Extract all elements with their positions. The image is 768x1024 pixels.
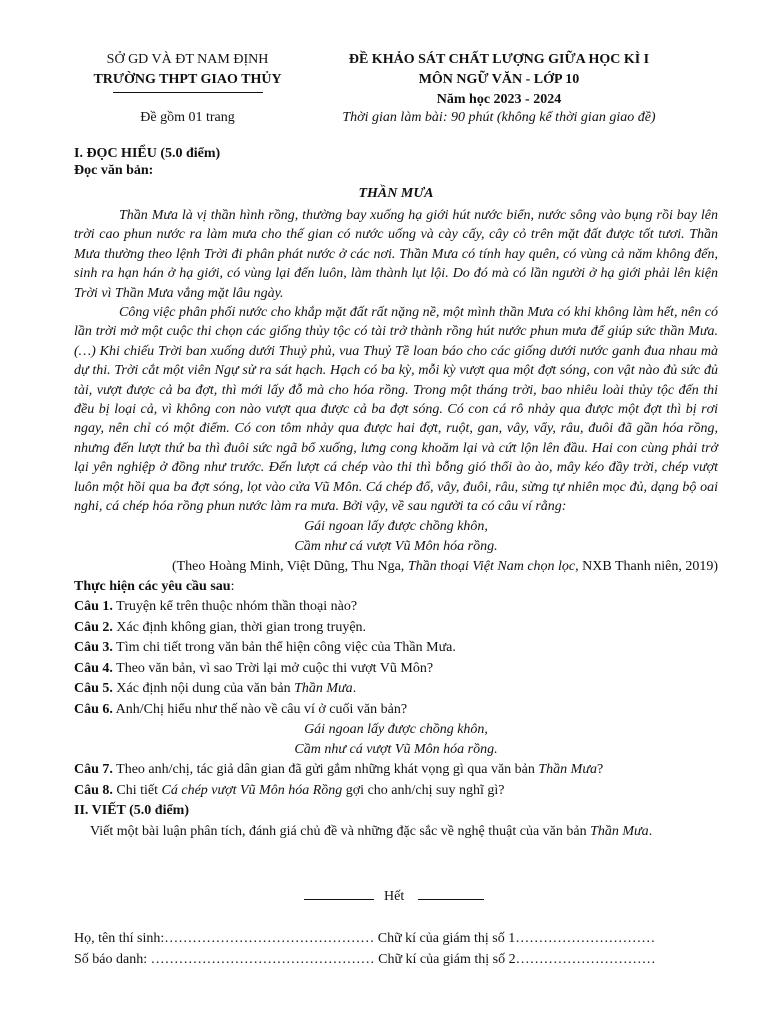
end-rule-right xyxy=(418,899,484,900)
school-year: Năm học 2023 - 2024 xyxy=(436,92,562,107)
tasks-label: Thực hiện các yêu cầu sau: xyxy=(74,578,235,594)
end-rule-left xyxy=(304,899,374,900)
candidate-name-line: Họ, tên thí sinh:……………………………………… Chữ kí của giám thị số 1………………………… xyxy=(74,931,656,946)
page-count: Đề gồm 01 trang xyxy=(140,110,235,125)
question-3: Câu 3. Tìm chi tiết trong văn bản thể hiện công việc của Thần Mưa. xyxy=(74,640,456,655)
question-7: Câu 7. Theo anh/chị, tác giả dân gian đã gửi gắm những khát vọng gì qua văn bản Thần Mưa? xyxy=(74,762,604,777)
section-writing-title: II. VIẾT (5.0 điểm) xyxy=(74,803,190,818)
poem-repeat-line-1: Gái ngoan lấy được chồng khôn, xyxy=(304,722,488,737)
question-6: Câu 6. Anh/Chị hiểu như thế nào về câu ví ở cuối văn bản? xyxy=(74,701,408,717)
poem-repeat-line-2: Cầm như cá vượt Vũ Môn hóa rồng. xyxy=(294,742,498,757)
question-2: Câu 2. Xác định không gian, thời gian trong truyện. xyxy=(74,619,367,635)
section-reading-title: I. ĐỌC HIỂU (5.0 điểm) xyxy=(74,146,221,161)
end-text: Hết xyxy=(384,889,405,904)
candidate-id-line: Số báo danh: ………………………………………… Chữ kí của giám thị số 2………………………… xyxy=(74,952,656,967)
story-paragraph-2: Công việc phân phối nước cho khắp mặt đất rất nặng nề, một mình thần Mưa có khi không làm hết, nên có lần trời mở một cuộc thi chọn các giống thủy tộc có tài trở thành rồng hút nước phun mưa để giúp sức thần Mưa. (…) Khi chiếu Trời ban xuống dưới Thuỷ phủ, vua Thuỷ Tề loan báo cho các giống dưới nước ganh đua nhau mà dự thi. Trời cắt một viên Ngự sử ra sát hạch. Hạch có ba kỳ, mỗi kỳ vượt qua một đợt sóng, con vật nào đủ sức đủ tài, vượt được cả ba đợt, thì mới lấy đỗ mà cho hóa rồng. Trong một tháng trời, bao nhiêu loài thủy tộc đến thi đều bị loại cả, vì không con nào vượt qua được cả ba đợt sóng. Có con cá rô nhảy qua được một đợt thì bị rơi ngay, nên chỉ có một điểm. Có con tôm nhảy qua được hai đợt, ruột, gan, vây, vẩy, râu, đuôi đã gần hóa rồng, nhưng đến lượt thứ ba thì đuôi sức ngã bổ xuống, lưng cong khoăm lại và cứt lộn lên đầu. Hai con cùng phải trở lại yên nghiệp ở đồng như trước. Đến lượt cá chép vào thi thì bỗng gió thổi ào ào, mây kéo đầy trời, chép vượt luôn một hồi qua ba đợt sóng, lọt vào cửa Vũ Môn. Cá chép đổ, vây, đuôi, râu, sừng tự nhiên mọc đủ, dạng bộ oai nghi, cá chép hóa rồng phun nước làm ra mưa. Bởi vậy, về sau người ta có câu ví rằng: xyxy=(74,305,718,515)
poem-line-1: Gái ngoan lấy được chồng khôn, xyxy=(304,518,488,534)
read-label: Đọc văn bản: xyxy=(74,163,154,178)
source-suffix: , NXB Thanh niên, 2019) xyxy=(575,558,718,574)
writing-prompt: Viết một bài luận phân tích, đánh giá chủ đề và những đặc sắc về nghệ thuật của văn bản Thần Mưa. xyxy=(90,823,653,839)
source-book: Thần thoại Việt Nam chọn lọc xyxy=(407,558,576,574)
story-paragraph-1: Thần Mưa là vị thần hình rồng, thường bay xuống hạ giới hút nước biển, nước sông vào bụng rồi bay lên trời cao phun nước ra làm mưa cho thế gian có nước uống và cày cấy, cây cỏ trên mặt đất được tốt tươi. Thần Mưa thường theo lệnh Trời đi phân phát nước ở các nơi. Thần Mưa có tính hay quên, có vùng cả năm không đến, sinh ra hạn hán ở hạ giới, có vùng lại đến luôn, làm thành lụt lội. Do đó mà có lần người ở hạ giới phải lên kiện Trời vì Thần Mưa vắng mặt lâu ngày. xyxy=(74,208,718,301)
exam-time: Thời gian làm bài: 90 phút (không kể thời gian giao đề) xyxy=(342,110,656,125)
question-8: Câu 8. Chi tiết Cá chép vượt Vũ Môn hóa Rồng gợi cho anh/chị suy nghĩ gì? xyxy=(74,782,505,798)
school-name: TRƯỜNG THPT GIAO THỦY xyxy=(93,72,282,87)
question-1: Câu 1. Truyện kể trên thuộc nhóm thần thoại nào? xyxy=(74,599,358,614)
question-4: Câu 4. Theo văn bản, vì sao Trời lại mở cuộc thi vượt Vũ Môn? xyxy=(74,660,434,676)
exam-title: ĐỀ KHẢO SÁT CHẤT LƯỢNG GIỮA HỌC KÌ I xyxy=(348,52,650,67)
story-title: THẦN MƯA xyxy=(358,186,434,201)
question-5: Câu 5. Xác định nội dung của văn bản Thần Mưa. xyxy=(74,681,357,696)
header-divider xyxy=(113,92,263,93)
subject-title: MÔN NGỮ VĂN - LỚP 10 xyxy=(418,72,580,87)
source-prefix: (Theo Hoàng Minh, Việt Dũng, Thu Nga, xyxy=(171,558,408,574)
department-name: SỞ GD VÀ ĐT NAM ĐỊNH xyxy=(106,52,269,67)
poem-line-2: Cầm như cá vượt Vũ Môn hóa rồng. xyxy=(294,538,498,554)
source-citation xyxy=(74,557,718,577)
